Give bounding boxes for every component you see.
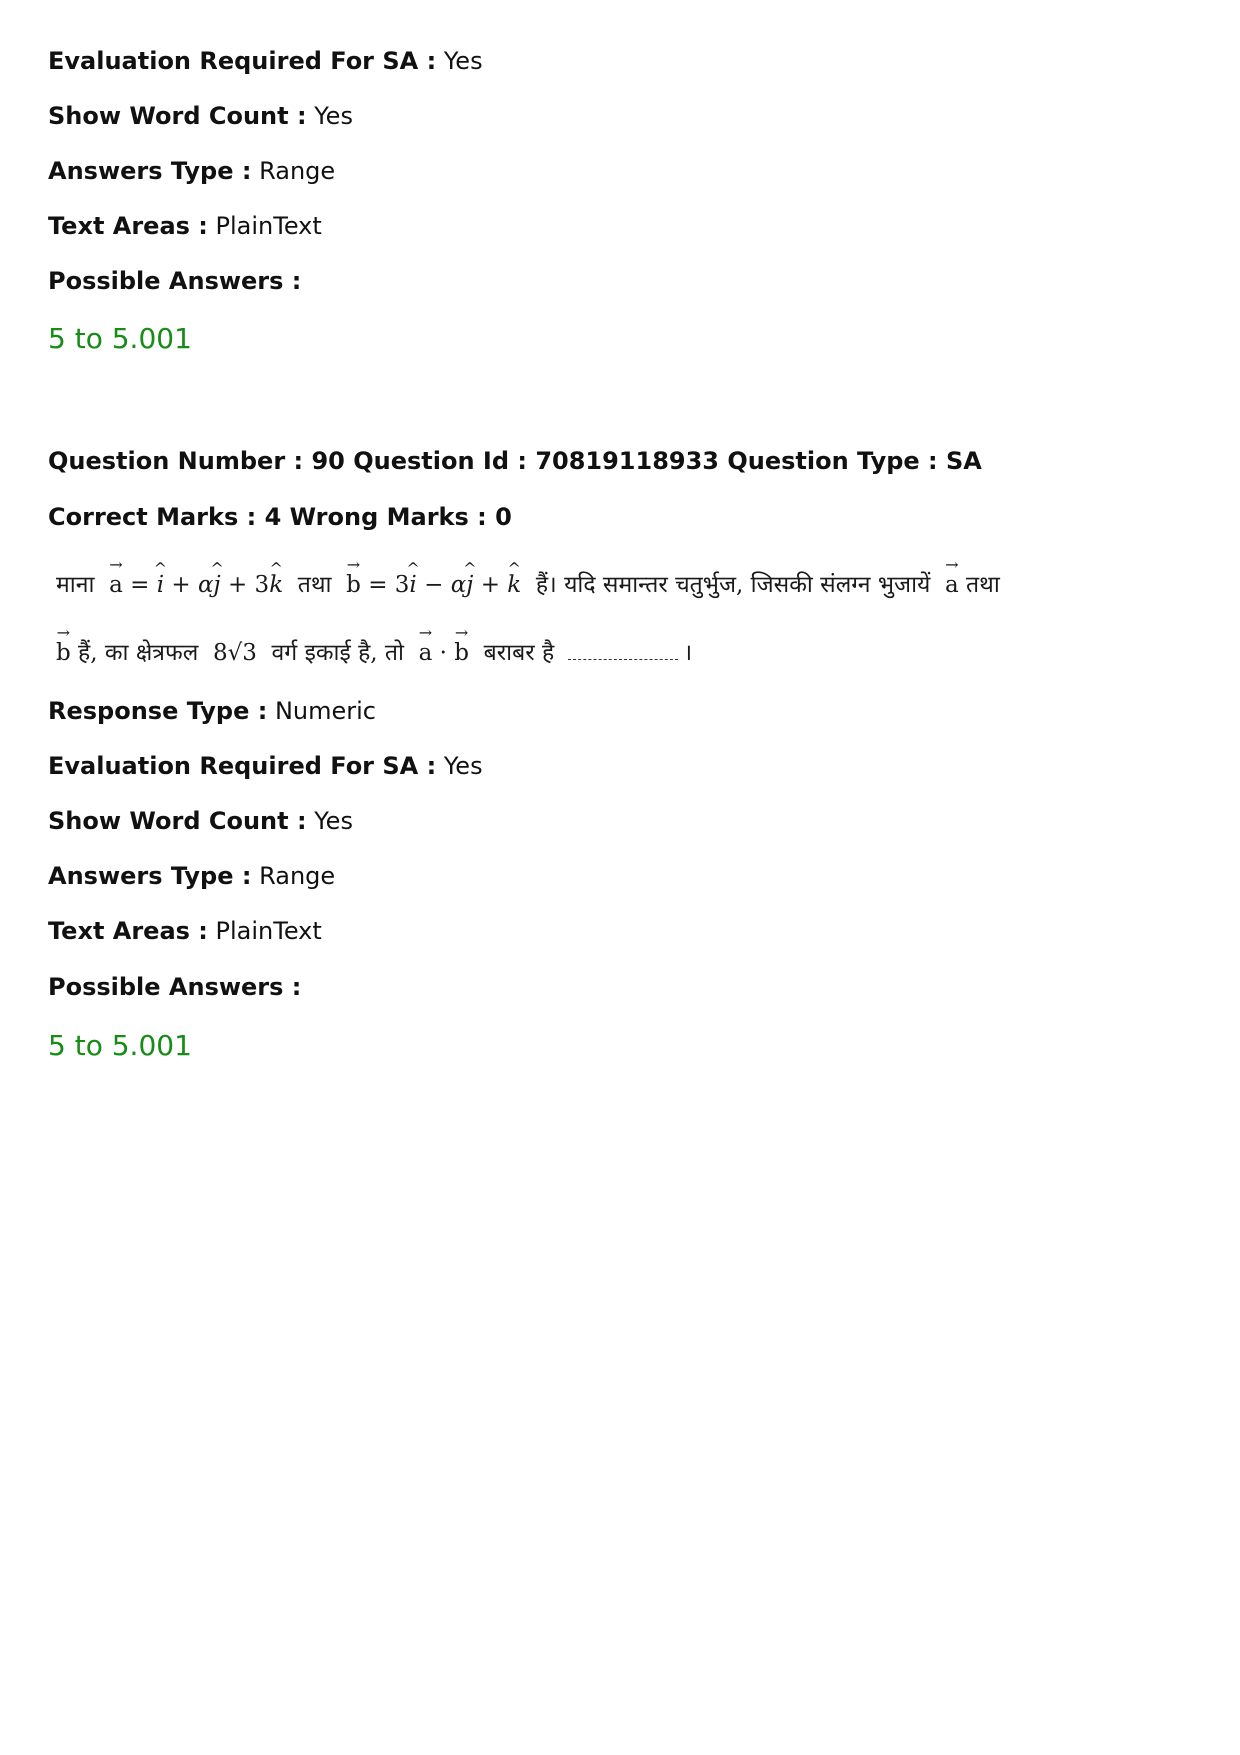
word: हैं, का क्षेत्रफल	[78, 640, 199, 666]
prev-show-word-count	[48, 101, 353, 131]
question-marks	[48, 502, 512, 532]
vector-b: → b	[454, 636, 469, 670]
answer-blank	[568, 659, 678, 660]
word: हैं। यदि समान्तर चतुर्भुज, जिसकी संलग्न भुजायें	[535, 572, 931, 598]
field-value: Range	[259, 157, 336, 185]
field-label: Evaluation Required For SA :	[48, 47, 437, 75]
vector-a: → a	[109, 568, 123, 602]
prev-possible-answer: 5 to 5.001	[48, 322, 192, 355]
symbol: ·	[439, 640, 447, 666]
answers-type	[48, 861, 335, 891]
question-header	[48, 446, 982, 476]
field-label: Text Areas :	[48, 917, 208, 945]
word: तथा	[966, 572, 1000, 598]
field-value: Range	[259, 862, 336, 890]
response-type	[48, 696, 376, 726]
evaluation-required	[48, 751, 483, 781]
symbol: +	[227, 572, 248, 598]
field-value: Yes	[314, 102, 353, 130]
field-label: Answers Type :	[48, 157, 252, 185]
field-label: Answers Type :	[48, 862, 252, 890]
prev-text-areas	[48, 211, 322, 241]
question-body-image	[56, 556, 1000, 686]
vector-a: → a	[419, 636, 433, 670]
symbol: =	[368, 572, 388, 598]
unit-vector-k: ^ k	[269, 568, 283, 602]
field-value: Yes	[314, 807, 353, 835]
prev-evaluation-required	[48, 46, 483, 76]
field-value: Yes	[443, 47, 483, 75]
question-body-line-2	[56, 636, 692, 670]
show-word-count	[48, 806, 353, 836]
field-value: Yes	[443, 752, 483, 780]
word: माना	[56, 572, 95, 598]
vector-b: → b	[56, 636, 71, 670]
text-areas	[48, 916, 322, 946]
field-label: Text Areas :	[48, 212, 208, 240]
unit-vector-i: ^ i	[409, 568, 416, 602]
field-value: PlainText	[215, 917, 322, 945]
field-label: Possible Answers :	[48, 973, 302, 1001]
unit-vector-k: ^ k	[507, 568, 521, 602]
symbol: 3	[254, 572, 270, 598]
possible-answers-label	[48, 972, 301, 1002]
field-label: Show Word Count :	[48, 102, 307, 130]
vector-b: → b	[346, 568, 361, 602]
field-label: Evaluation Required For SA :	[48, 752, 437, 780]
unit-vector-j: ^ j	[466, 568, 473, 602]
area-value: 8√3	[212, 640, 257, 666]
unit-vector-j: ^ j	[214, 568, 221, 602]
word: वर्ग इकाई है, तो	[271, 640, 404, 666]
field-label: Show Word Count :	[48, 807, 307, 835]
prev-possible-answers-label	[48, 266, 301, 296]
question-marks-text: Correct Marks : 4 Wrong Marks : 0	[48, 503, 512, 531]
field-label: Response Type :	[48, 697, 268, 725]
symbol: =	[130, 572, 150, 598]
field-label: Possible Answers :	[48, 267, 302, 295]
word: तथा	[297, 572, 332, 598]
prev-answers-type	[48, 156, 335, 186]
question-header-text: Question Number : 90 Question Id : 70819118933 Question Type : SA	[48, 447, 982, 475]
symbol: α	[450, 572, 467, 598]
symbol: α	[197, 572, 214, 598]
word: बराबर है	[483, 640, 555, 666]
symbol: +	[171, 572, 191, 598]
question-body-line-1	[56, 568, 1000, 602]
symbol: +	[480, 572, 500, 598]
symbol: ।	[683, 640, 693, 666]
vector-a: → a	[945, 568, 959, 602]
symbol: −	[424, 572, 444, 598]
field-value: PlainText	[215, 212, 322, 240]
field-value: Numeric	[274, 697, 376, 725]
symbol: 3	[394, 572, 410, 598]
unit-vector-i: ^ i	[157, 568, 164, 602]
possible-answer: 5 to 5.001	[48, 1029, 192, 1062]
